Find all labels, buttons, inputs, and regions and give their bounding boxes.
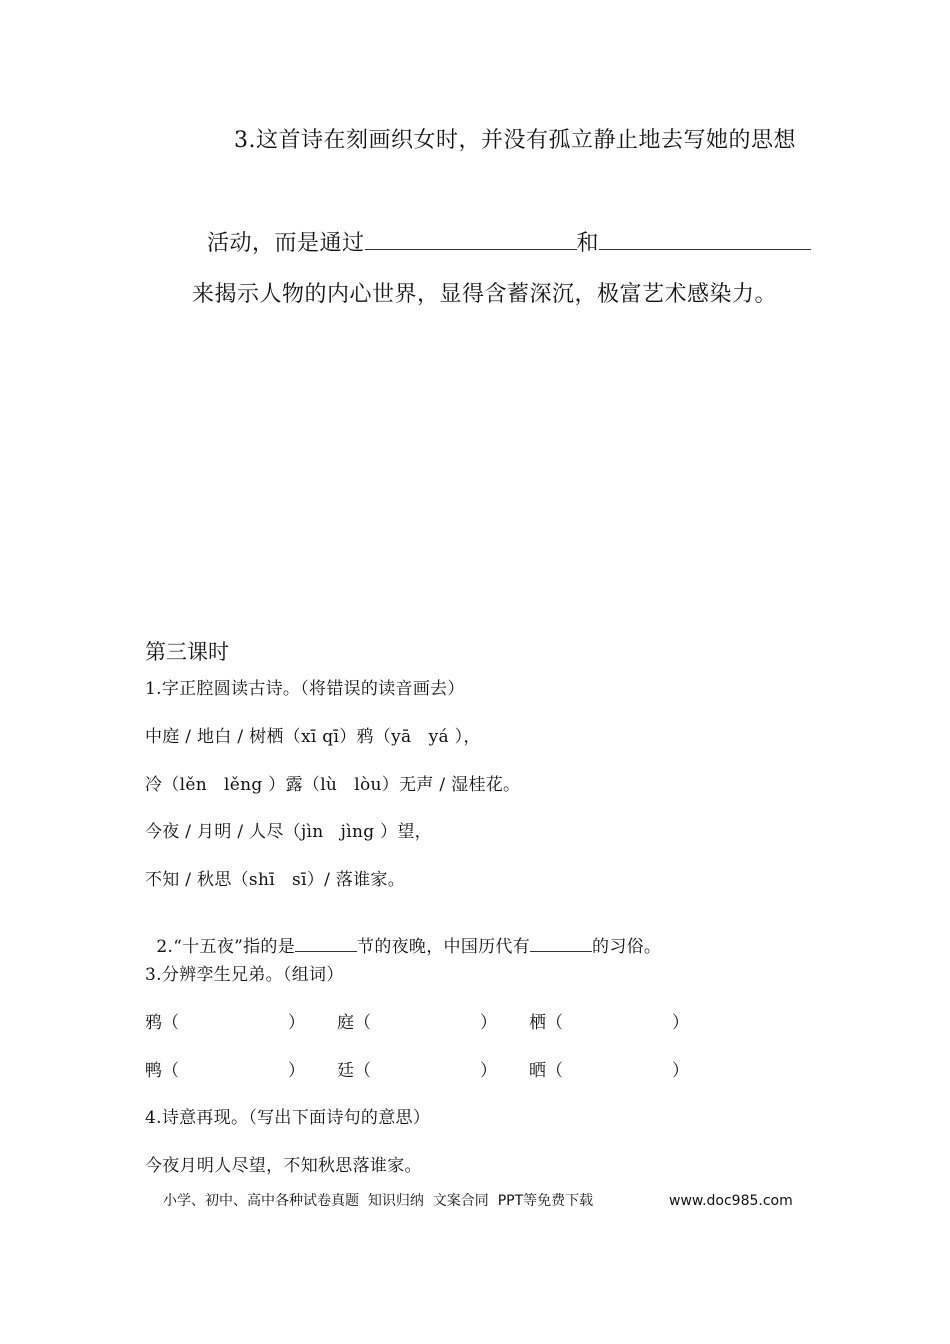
word-cell-close: ） [672,1013,689,1033]
answer-blank-1[interactable] [365,229,577,250]
exercise-2-part-2: 节的夜晚，中国历代有 [357,937,531,957]
exercise-1-line-4: 不知 / 秋思（shī sī）/ 落谁家。 [145,870,406,890]
word-cell-open[interactable]: 晒（ [529,1061,563,1081]
footer-text: 小学、初中、高中各种试卷真题 知识归纳 文案合同 PPT等免费下载 [163,1193,594,1209]
answer-blank-custom[interactable] [530,937,592,952]
exercise-3-title: 3.分辨孪生兄弟。（组词） [145,965,344,985]
word-cell-open[interactable]: 栖（ [529,1013,563,1033]
word-cell-open[interactable]: 鸭（ [145,1061,179,1081]
question-3-line-2-start: 活动，而是通过 [207,231,365,256]
question-3-line-2 [192,207,811,255]
exercise-2 [145,920,661,956]
lesson-title: 第三课时 [145,640,229,664]
question-3-line-1: 3.这首诗在刻画织女时，并没有孤立静止地去写她的思想 [234,128,796,153]
word-cell-close: ） [672,1061,689,1081]
answer-blank-festival[interactable] [295,937,357,952]
exercise-4-line: 今夜月明人尽望，不知秋思落谁家。 [145,1156,422,1176]
exercise-2-part-1: 2.“十五夜”指的是 [156,937,296,957]
exercise-1-line-3: 今夜 / 月明 / 人尽（jìn jìng ）望， [145,822,432,842]
answer-blank-2[interactable] [599,229,811,250]
word-cell-close: ） [480,1013,497,1033]
word-cell-close: ） [288,1013,305,1033]
exercise-4-title: 4.诗意再现。（写出下面诗句的意思） [145,1108,431,1128]
footer-url[interactable]: www.doc985.com [669,1193,793,1209]
exercise-1-title: 1.字正腔圆读古诗。（将错误的读音画去） [145,679,465,699]
exercise-2-part-3: 的习俗。 [592,937,662,957]
word-cell-close: ） [288,1061,305,1081]
question-3-line-3: 来揭示人物的内心世界，显得含蓄深沉，极富艺术感染力。 [192,282,778,307]
word-cell-open[interactable]: 庭（ [337,1013,371,1033]
question-3-line-2-mid: 和 [576,231,600,256]
word-cell-close: ） [480,1061,497,1081]
word-cell-open[interactable]: 鸦（ [145,1013,179,1033]
exercise-1-line-1: 中庭 / 地白 / 树栖（xī qī）鸦（yā yá ）， [145,727,481,747]
word-cell-open[interactable]: 廷（ [337,1061,371,1081]
exercise-1-line-2: 冷（lěn lěng ）露（lù lòu）无声 / 湿桂花。 [145,775,521,795]
